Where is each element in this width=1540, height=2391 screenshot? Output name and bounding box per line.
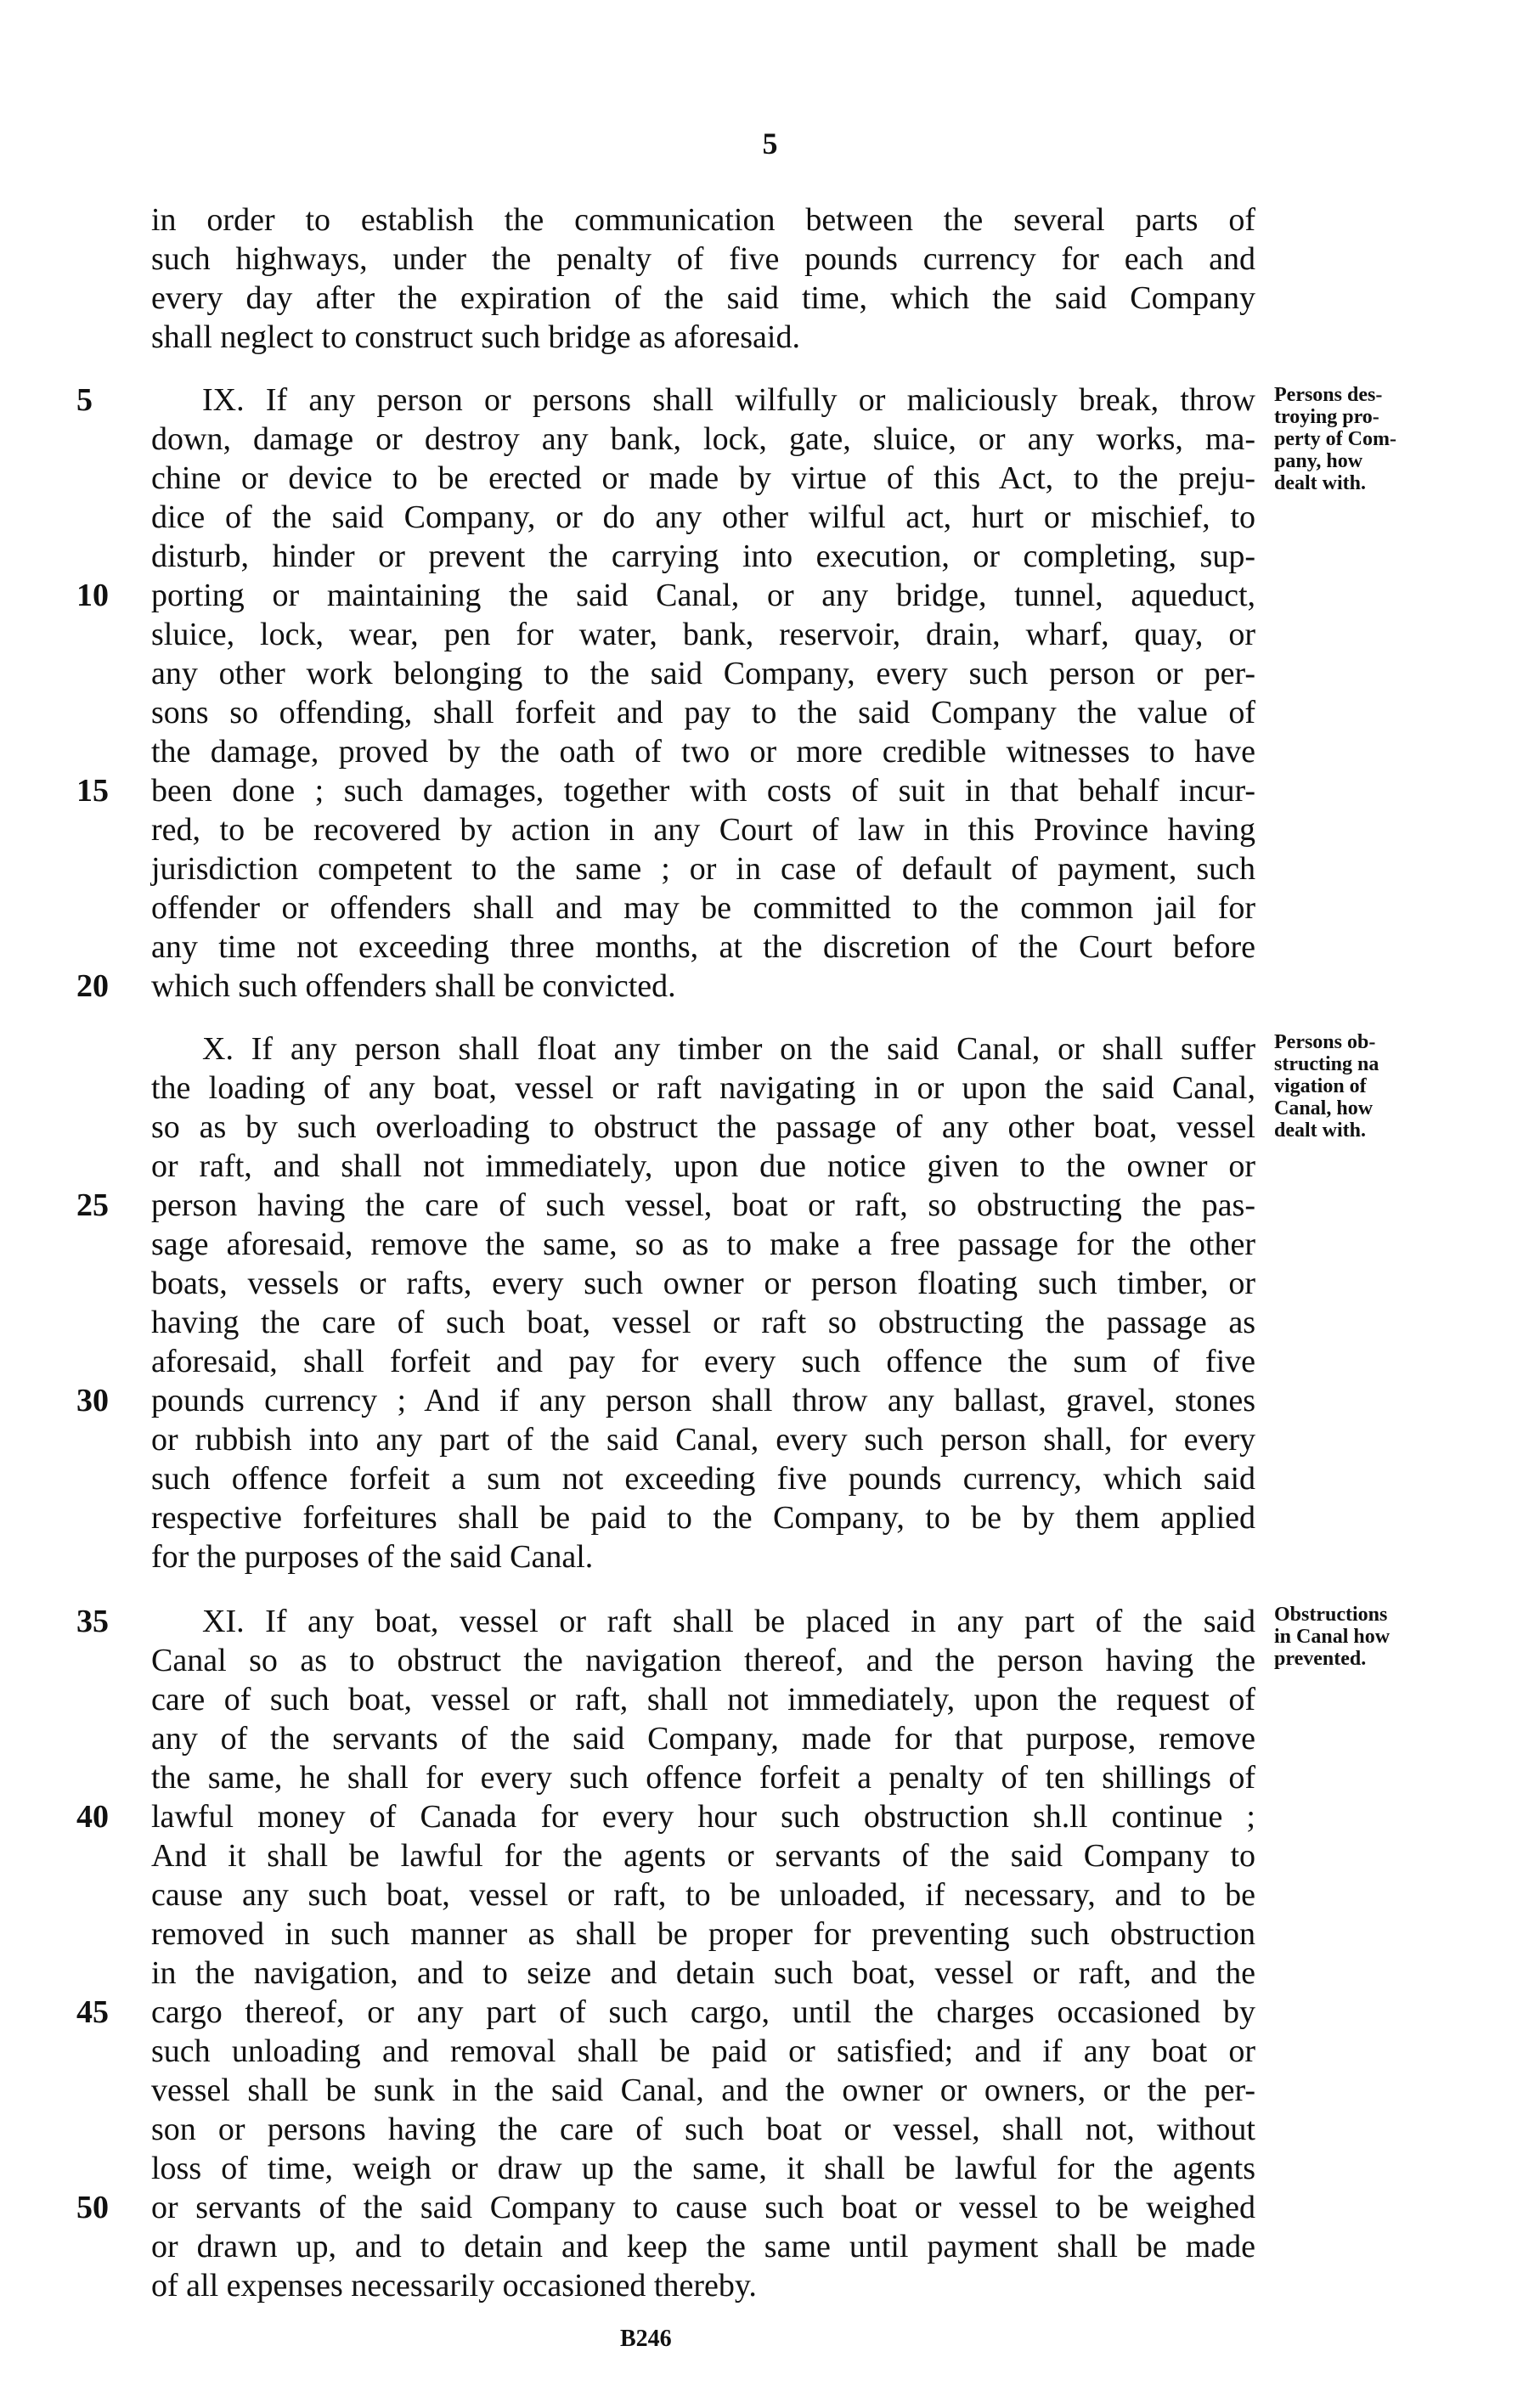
margin-note: Obstructions in Canal how prevented. xyxy=(1274,1604,1391,1670)
text-line: in order to establish the communication between the several parts of xyxy=(151,202,1255,238)
text-line: chine or device to be erected or made by virtue of this Act, to the preju- xyxy=(151,460,1255,496)
text-line: disturb, hinder or prevent the carrying into execution, or completing, sup- xyxy=(151,539,1255,574)
text-line: X. If any person shall float any timber on the said Canal, or shall suffer xyxy=(202,1031,1255,1067)
text-line: any of the servants of the said Company, made for that purpose, remove xyxy=(151,1721,1255,1757)
text-line: the damage, proved by the oath of two or more credible witnesses to have xyxy=(151,734,1255,770)
text-line: every day after the expiration of the said time, which the said Company xyxy=(151,280,1255,316)
text-line: such offence forfeit a sum not exceeding five pounds currency, which said xyxy=(151,1461,1255,1497)
text-line: down, damage or destroy any bank, lock, gate, sluice, or any works, ma- xyxy=(151,421,1255,457)
line-number: 15 xyxy=(76,773,109,809)
text-line: or drawn up, and to detain and keep the same until payment shall be made xyxy=(151,2229,1255,2264)
printer-signature: B246 xyxy=(620,2326,672,2352)
line-number: 35 xyxy=(76,1604,109,1639)
text-line: which such offenders shall be convicted. xyxy=(151,968,676,1004)
text-line: or raft, and shall not immediately, upon due notice given to the owner or xyxy=(151,1148,1255,1184)
line-number: 50 xyxy=(76,2190,109,2225)
text-line: Canal so as to obstruct the navigation thereof, and the person having the xyxy=(151,1643,1255,1678)
margin-note: Persons ob- structing na vigation of Canal, how dealt with. xyxy=(1274,1031,1379,1142)
text-line: been done ; such damages, together with costs of suit in that behalf incur- xyxy=(151,773,1255,809)
text-line: dice of the said Company, or do any other wilful act, hurt or mischief, to xyxy=(151,499,1255,535)
text-line: lawful money of Canada for every hour such obstruction sh.ll continue ; xyxy=(151,1799,1255,1835)
page-number: 5 xyxy=(762,127,778,161)
text-line: or rubbish into any part of the said Canal, every such person shall, for every xyxy=(151,1422,1255,1458)
text-line: aforesaid, shall forfeit and pay for every such offence the sum of five xyxy=(151,1344,1255,1379)
line-number: 40 xyxy=(76,1799,109,1835)
text-line: person having the care of such vessel, boat or raft, so obstructing the pas- xyxy=(151,1187,1255,1223)
line-number: 25 xyxy=(76,1187,109,1223)
text-line: cause any such boat, vessel or raft, to be unloaded, if necessary, and to be xyxy=(151,1877,1255,1913)
line-number: 30 xyxy=(76,1383,109,1418)
text-line: And it shall be lawful for the agents or servants of the said Company to xyxy=(151,1838,1255,1874)
text-line: so as by such overloading to obstruct the passage of any other boat, vessel xyxy=(151,1109,1255,1145)
text-line: the loading of any boat, vessel or raft navigating in or upon the said Canal, xyxy=(151,1070,1255,1106)
text-line: such unloading and removal shall be paid or satisfied; and if any boat or xyxy=(151,2033,1255,2069)
text-line: shall neglect to construct such bridge as aforesaid. xyxy=(151,319,800,355)
text-line: in the navigation, and to seize and detain such boat, vessel or raft, and the xyxy=(151,1955,1255,1991)
text-line: loss of time, weigh or draw up the same, it shall be lawful for the agents xyxy=(151,2151,1255,2186)
text-line: or servants of the said Company to cause such boat or vessel to be weighed xyxy=(151,2190,1255,2225)
text-line: red, to be recovered by action in any Court of law in this Province having xyxy=(151,812,1255,848)
margin-note: Persons des- troying pro- perty of Com- pany, how dealt with. xyxy=(1274,384,1396,494)
text-line: for the purposes of the said Canal. xyxy=(151,1539,594,1575)
line-number: 5 xyxy=(76,382,93,418)
text-line: cargo thereof, or any part of such cargo, until the charges occasioned by xyxy=(151,1994,1255,2030)
text-line: such highways, under the penalty of five pounds currency for each and xyxy=(151,241,1255,277)
text-line: the same, he shall for every such offence forfeit a penalty of ten shillings of xyxy=(151,1760,1255,1796)
text-line: pounds currency ; And if any person shall throw any ballast, gravel, stones xyxy=(151,1383,1255,1418)
text-line: son or persons having the care of such boat or vessel, shall not, without xyxy=(151,2112,1255,2147)
text-line: any other work belonging to the said Company, every such person or per- xyxy=(151,656,1255,691)
text-line: sluice, lock, wear, pen for water, bank, reservoir, drain, wharf, quay, or xyxy=(151,617,1255,652)
line-number: 20 xyxy=(76,968,109,1004)
text-line: having the care of such boat, vessel or raft so obstructing the passage as xyxy=(151,1305,1255,1340)
text-line: jurisdiction competent to the same ; or in case of default of payment, such xyxy=(151,851,1255,887)
text-line: care of such boat, vessel or raft, shall not immediately, upon the request of xyxy=(151,1682,1255,1717)
text-line: sons so offending, shall forfeit and pay to the said Company the value of xyxy=(151,695,1255,730)
text-line: IX. If any person or persons shall wilfully or maliciously break, throw xyxy=(202,382,1255,418)
text-line: boats, vessels or rafts, every such owner or person floating such timber, or xyxy=(151,1266,1255,1301)
line-number: 10 xyxy=(76,578,109,613)
text-line: vessel shall be sunk in the said Canal, and the owner or owners, or the per- xyxy=(151,2072,1255,2108)
text-line: removed in such manner as shall be proper for preventing such obstruction xyxy=(151,1916,1255,1952)
text-line: XI. If any boat, vessel or raft shall be placed in any part of the said xyxy=(202,1604,1255,1639)
text-line: any time not exceeding three months, at the discretion of the Court before xyxy=(151,929,1255,965)
text-line: respective forfeitures shall be paid to the Company, to be by them applied xyxy=(151,1500,1255,1536)
text-line: porting or maintaining the said Canal, or any bridge, tunnel, aqueduct, xyxy=(151,578,1255,613)
text-line: of all expenses necessarily occasioned thereby. xyxy=(151,2268,757,2304)
text-line: offender or offenders shall and may be committed to the common jail for xyxy=(151,890,1255,926)
line-number: 45 xyxy=(76,1994,109,2030)
text-line: sage aforesaid, remove the same, so as to make a free passage for the other xyxy=(151,1227,1255,1262)
